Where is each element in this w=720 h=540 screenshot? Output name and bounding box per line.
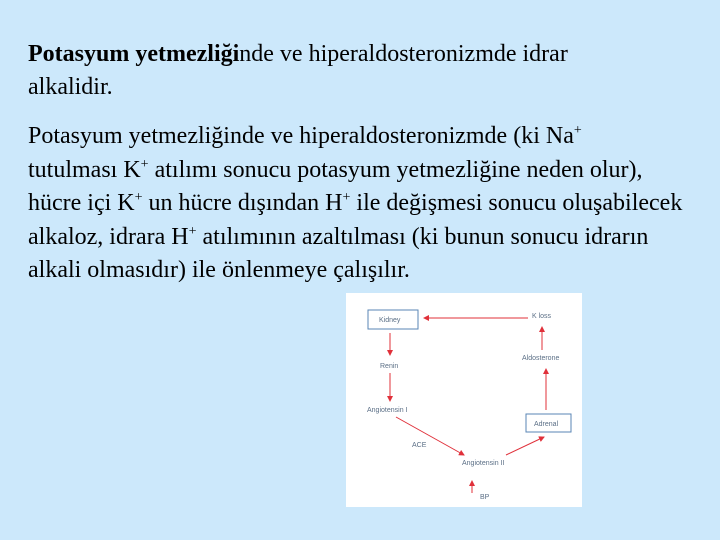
body-text-5: ile değişmesi sonucu oluşabilecek alkaloz, idrara H — [28, 190, 683, 250]
renin-label: Renin — [380, 363, 399, 370]
heading-rest-text: nde ve hiperaldosteronizmde idrar — [239, 41, 568, 67]
heading-paragraph — [28, 38, 698, 104]
superscript-plus: + — [140, 156, 149, 172]
superscript-plus: + — [134, 190, 143, 205]
superscript-plus: + — [573, 123, 582, 138]
body-text-4: un hücre dışından H — [142, 190, 343, 216]
angiotensin1-angiotensin2-arrow — [396, 417, 464, 455]
body-text-1: Potasyum yetmezliğinde ve hiperaldosteronizmde (ki Na — [28, 123, 574, 149]
body-text-6: atılımının azaltılması (ki bunun sonucu idrarın alkali olmasıdır) ile önlenmeye çalışılır. — [28, 223, 649, 283]
angiotensin2-label: Angiotensin II — [462, 460, 505, 467]
body-paragraph — [28, 120, 698, 288]
ace-label: ACE — [412, 442, 427, 449]
aldosterone-label: Aldosterone — [522, 355, 560, 362]
heading-line2-text: alkalidir. — [28, 74, 113, 100]
kidney-label: Kidney — [379, 317, 401, 324]
bp-label: BP — [480, 494, 490, 501]
superscript-plus: + — [342, 190, 351, 205]
body-text-3: atılımı sonucu potasyum yetmezliğine neden olur), hücre içi K — [28, 156, 643, 216]
superscript-plus: + — [188, 223, 197, 239]
angiotensin2-adrenal-arrow — [506, 437, 544, 455]
body-text-2: tutulması K — [28, 156, 141, 183]
k-loss-label: K loss — [532, 313, 552, 320]
heading-bold-text: Potasyum yetmezliği — [28, 41, 240, 67]
raas-diagram-svg — [346, 293, 582, 507]
adrenal-label: Adrenal — [534, 421, 559, 428]
raas-diagram — [346, 293, 582, 507]
angiotensin1-label: Angiotensin I — [367, 407, 408, 414]
